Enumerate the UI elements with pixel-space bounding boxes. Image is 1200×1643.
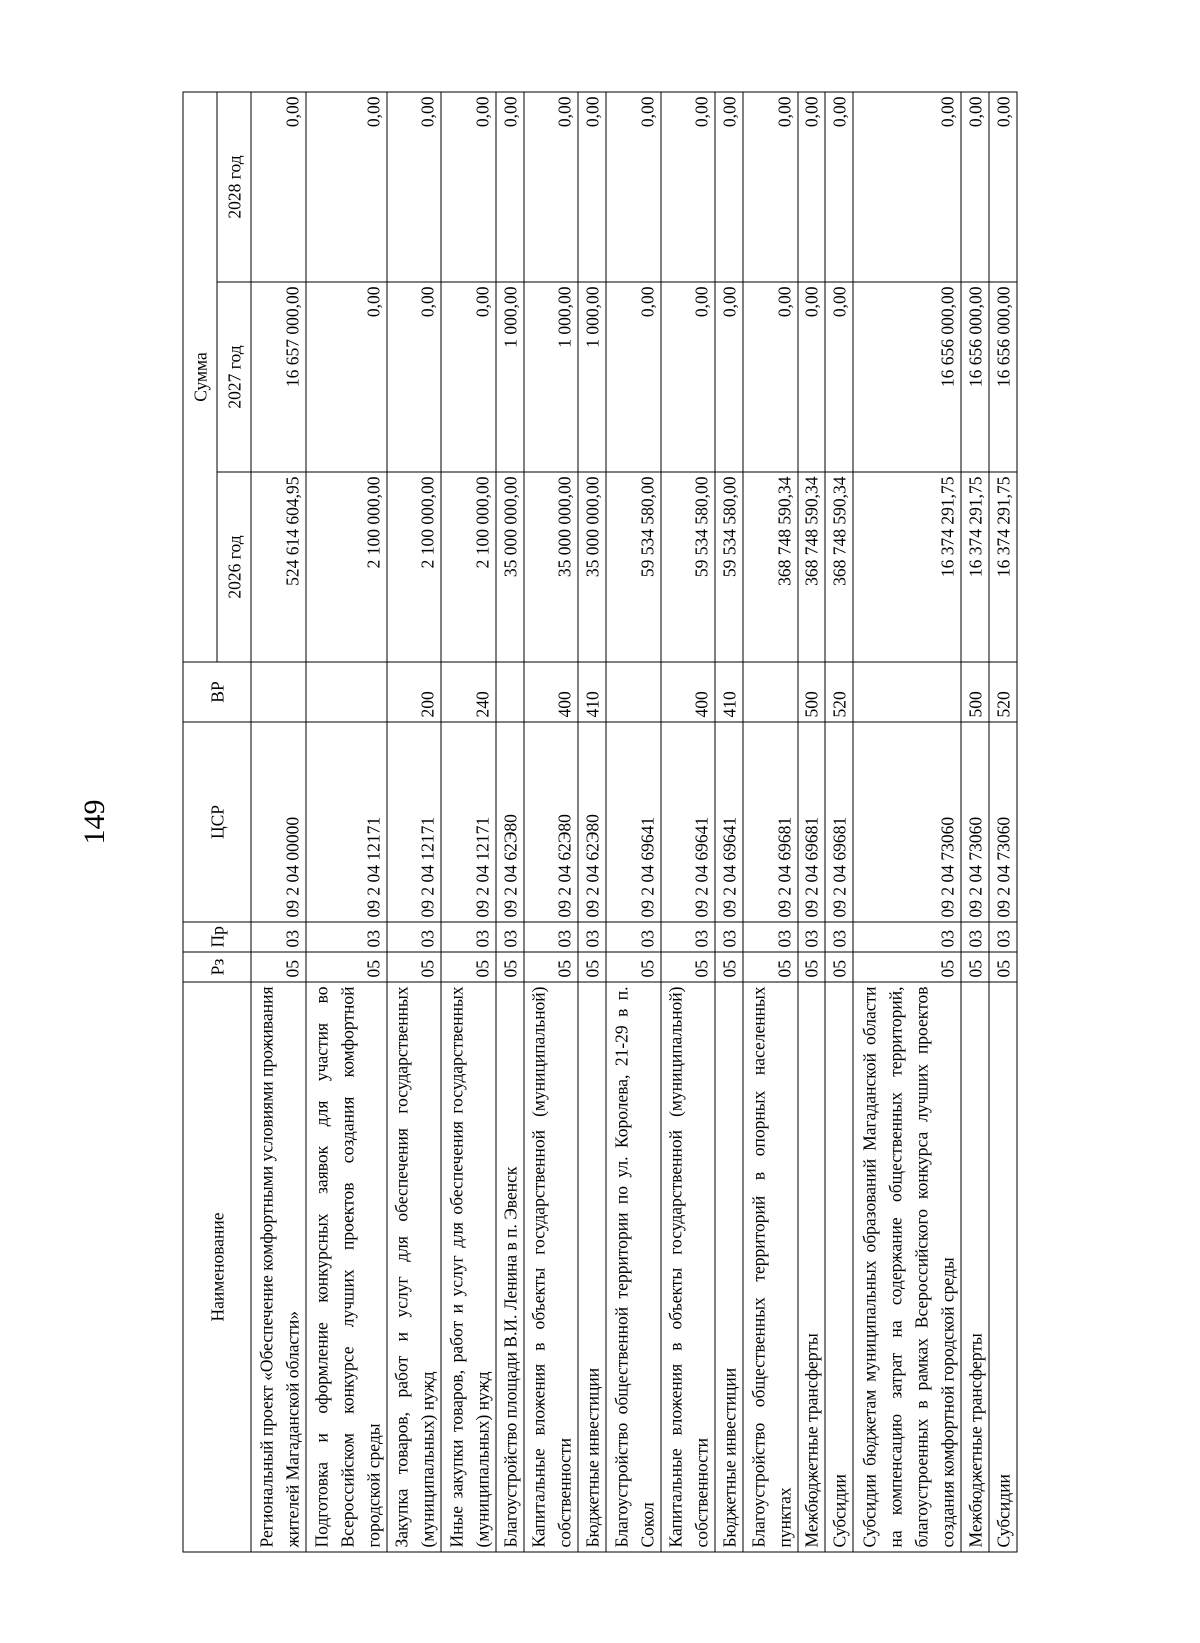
cell-2027: 0,00 (606, 282, 661, 472)
table-row (578, 91, 606, 1551)
cell-pr: 03 (306, 922, 387, 952)
cell-csr: 09 2 04 00000 (251, 722, 306, 922)
cell-rz: 05 (825, 952, 853, 982)
cell-csr: 09 2 04 12171 (441, 722, 496, 922)
table-row (606, 91, 661, 1551)
cell-2027: 1 000,00 (524, 282, 579, 472)
cell-rz: 05 (606, 952, 661, 982)
table-row (798, 91, 826, 1551)
cell-2027: 1 000,00 (496, 282, 524, 472)
cell-vr (306, 662, 387, 722)
cell-2028: 0,00 (387, 91, 442, 281)
cell-pr: 03 (251, 922, 306, 952)
header-vr: ВР (183, 662, 251, 722)
cell-name: Региональный проект «Обеспечение комфортными условиями проживания жителей Магаданской области» (251, 982, 306, 1552)
cell-2026: 2 100 000,00 (306, 472, 387, 662)
cell-rz: 05 (715, 952, 743, 982)
cell-name: Капитальные вложения в объекты государственной (муниципальной) собственности (661, 982, 716, 1552)
cell-2026: 16 374 291,75 (853, 472, 961, 662)
table-row (387, 91, 442, 1551)
cell-2028: 0,00 (251, 91, 306, 281)
cell-vr (251, 662, 306, 722)
cell-vr: 200 (387, 662, 442, 722)
cell-name: Межбюджетные трансферты (961, 982, 989, 1552)
cell-csr: 09 2 04 73060 (989, 722, 1017, 922)
cell-pr: 03 (743, 922, 798, 952)
table-row (989, 91, 1017, 1551)
cell-csr: 09 2 04 73060 (853, 722, 961, 922)
cell-csr: 09 2 04 69641 (661, 722, 716, 922)
table-row (524, 91, 579, 1551)
cell-csr: 09 2 04 12171 (387, 722, 442, 922)
cell-2027: 0,00 (441, 282, 496, 472)
cell-vr: 400 (661, 662, 716, 722)
cell-vr: 500 (961, 662, 989, 722)
header-pr: Пр (183, 922, 251, 952)
cell-rz: 05 (989, 952, 1017, 982)
cell-2028: 0,00 (989, 91, 1017, 281)
page-number: 149 (78, 799, 111, 845)
cell-2027: 16 656 000,00 (961, 282, 989, 472)
cell-name: Иные закупки товаров, работ и услуг для обеспечения государственных (муниципальных) нужд (441, 982, 496, 1552)
cell-csr: 09 2 04 69681 (825, 722, 853, 922)
cell-pr: 03 (989, 922, 1017, 952)
cell-pr: 03 (715, 922, 743, 952)
cell-pr: 03 (578, 922, 606, 952)
cell-2026: 59 534 580,00 (715, 472, 743, 662)
table-row (961, 91, 989, 1551)
cell-2028: 0,00 (496, 91, 524, 281)
cell-vr (606, 662, 661, 722)
cell-name: Благоустройство площади В.И. Ленина в п. Эвенск (496, 982, 524, 1552)
cell-2028: 0,00 (524, 91, 579, 281)
cell-rz: 05 (524, 952, 579, 982)
cell-csr: 09 2 04 69681 (743, 722, 798, 922)
cell-vr: 500 (798, 662, 826, 722)
cell-pr: 03 (798, 922, 826, 952)
cell-name: Капитальные вложения в объекты государственной (муниципальной) собственности (524, 982, 579, 1552)
cell-2027: 0,00 (743, 282, 798, 472)
header-sum: Сумма (183, 91, 217, 661)
cell-2027: 0,00 (387, 282, 442, 472)
cell-2026: 59 534 580,00 (606, 472, 661, 662)
cell-2026: 524 614 604,95 (251, 472, 306, 662)
cell-vr: 410 (715, 662, 743, 722)
cell-name: Межбюджетные трансферты (798, 982, 826, 1552)
table-row (715, 91, 743, 1551)
cell-2028: 0,00 (441, 91, 496, 281)
cell-2026: 2 100 000,00 (441, 472, 496, 662)
rotated-page-content (183, 92, 1018, 1552)
cell-pr: 03 (387, 922, 442, 952)
cell-2028: 0,00 (661, 91, 716, 281)
cell-2026: 16 374 291,75 (961, 472, 989, 662)
cell-2027: 0,00 (715, 282, 743, 472)
table-body (251, 91, 1017, 1551)
table-row (496, 91, 524, 1551)
cell-rz: 05 (441, 952, 496, 982)
cell-2028: 0,00 (306, 91, 387, 281)
table-row (441, 91, 496, 1551)
cell-2028: 0,00 (825, 91, 853, 281)
table-header (183, 91, 251, 1551)
cell-name: Бюджетные инвестиции (715, 982, 743, 1552)
cell-csr: 09 2 04 69641 (715, 722, 743, 922)
cell-2027: 16 657 000,00 (251, 282, 306, 472)
cell-2027: 16 656 000,00 (989, 282, 1017, 472)
cell-csr: 09 2 04 73060 (961, 722, 989, 922)
header-csr: ЦСР (183, 722, 251, 922)
cell-vr: 400 (524, 662, 579, 722)
header-2026: 2026 год (217, 472, 251, 662)
cell-name: Благоустройство общественных территорий в опорных населенных пунктах (743, 982, 798, 1552)
cell-pr: 03 (853, 922, 961, 952)
cell-2027: 1 000,00 (578, 282, 606, 472)
cell-rz: 05 (961, 952, 989, 982)
cell-pr: 03 (825, 922, 853, 952)
cell-2028: 0,00 (961, 91, 989, 281)
cell-csr: 09 2 04 62Э80 (496, 722, 524, 922)
cell-pr: 03 (441, 922, 496, 952)
cell-rz: 05 (387, 952, 442, 982)
header-2028: 2028 год (217, 91, 251, 281)
cell-csr: 09 2 04 69641 (606, 722, 661, 922)
cell-2028: 0,00 (606, 91, 661, 281)
cell-2027: 0,00 (825, 282, 853, 472)
cell-vr (496, 662, 524, 722)
header-rz: Рз (183, 952, 251, 982)
cell-rz: 05 (578, 952, 606, 982)
table-row (306, 91, 387, 1551)
cell-vr (853, 662, 961, 722)
cell-csr: 09 2 04 62Э80 (524, 722, 579, 922)
cell-2028: 0,00 (798, 91, 826, 281)
cell-name: Субсидии (989, 982, 1017, 1552)
cell-vr: 240 (441, 662, 496, 722)
cell-vr: 410 (578, 662, 606, 722)
header-name: Наименование (183, 982, 251, 1552)
table-row (825, 91, 853, 1551)
cell-name: Субсидии (825, 982, 853, 1552)
table-row (853, 91, 961, 1551)
cell-csr: 09 2 04 12171 (306, 722, 387, 922)
cell-2026: 16 374 291,75 (989, 472, 1017, 662)
cell-rz: 05 (798, 952, 826, 982)
cell-2026: 59 534 580,00 (661, 472, 716, 662)
cell-vr: 520 (825, 662, 853, 722)
cell-2027: 0,00 (661, 282, 716, 472)
cell-2028: 0,00 (743, 91, 798, 281)
table-row (251, 91, 306, 1551)
cell-rz: 05 (306, 952, 387, 982)
cell-2026: 35 000 000,00 (578, 472, 606, 662)
cell-2026: 35 000 000,00 (496, 472, 524, 662)
cell-name: Бюджетные инвестиции (578, 982, 606, 1552)
cell-rz: 05 (853, 952, 961, 982)
cell-2026: 368 748 590,34 (743, 472, 798, 662)
budget-table (183, 91, 1018, 1552)
cell-vr: 520 (989, 662, 1017, 722)
cell-vr (743, 662, 798, 722)
cell-rz: 05 (661, 952, 716, 982)
cell-2027: 0,00 (798, 282, 826, 472)
table-row (743, 91, 798, 1551)
cell-pr: 03 (524, 922, 579, 952)
cell-pr: 03 (961, 922, 989, 952)
cell-pr: 03 (661, 922, 716, 952)
cell-2026: 35 000 000,00 (524, 472, 579, 662)
cell-2028: 0,00 (715, 91, 743, 281)
cell-2026: 368 748 590,34 (798, 472, 826, 662)
cell-2026: 2 100 000,00 (387, 472, 442, 662)
cell-2026: 368 748 590,34 (825, 472, 853, 662)
cell-name: Субсидии бюджетам муниципальных образований Магаданской области на компенсацию затрат на содержание общественных территорий, благоустроенных в рамках Всероссийского конкурса лучших проектов создания комфортной городской среды (853, 982, 961, 1552)
header-2027: 2027 год (217, 282, 251, 472)
cell-csr: 09 2 04 62Э80 (578, 722, 606, 922)
cell-pr: 03 (606, 922, 661, 952)
cell-pr: 03 (496, 922, 524, 952)
cell-rz: 05 (496, 952, 524, 982)
cell-2028: 0,00 (853, 91, 961, 281)
cell-2027: 0,00 (306, 282, 387, 472)
cell-name: Благоустройство общественной территории по ул. Королева, 21-29 в п. Сокол (606, 982, 661, 1552)
cell-csr: 09 2 04 69681 (798, 722, 826, 922)
cell-2028: 0,00 (578, 91, 606, 281)
cell-rz: 05 (251, 952, 306, 982)
cell-name: Закупка товаров, работ и услуг для обеспечения государственных (муниципальных) нужд (387, 982, 442, 1552)
cell-name: Подготовка и оформление конкурсных заявок для участия во Всероссийском конкурсе лучших проектов создания комфортной городской среды (306, 982, 387, 1552)
table-row (661, 91, 716, 1551)
cell-rz: 05 (743, 952, 798, 982)
cell-2027: 16 656 000,00 (853, 282, 961, 472)
